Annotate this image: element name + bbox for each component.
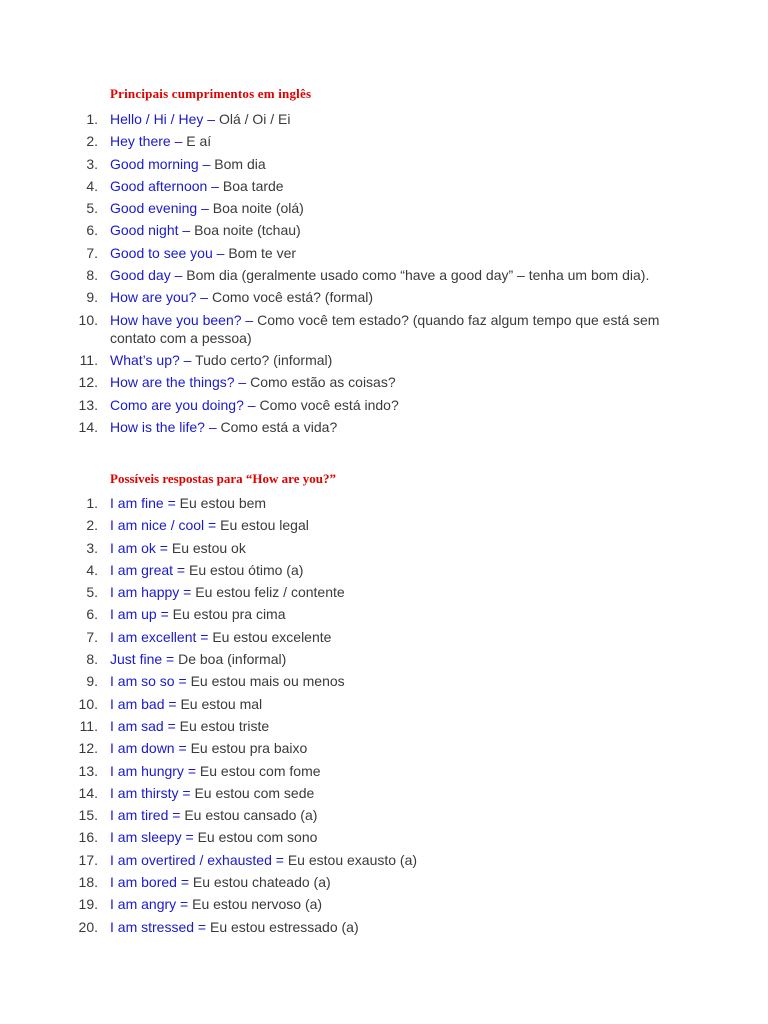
english-phrase: How have you been? xyxy=(110,311,242,328)
english-phrase: Good night xyxy=(110,222,179,239)
english-phrase: I am so so xyxy=(110,673,175,690)
english-phrase: What’s up? xyxy=(110,351,180,368)
portuguese-translation: Eu estou mais ou menos xyxy=(190,673,345,690)
list-number: 13. xyxy=(78,396,98,413)
separator: = xyxy=(162,651,179,668)
english-phrase: I am sad xyxy=(110,717,164,734)
list-item xyxy=(0,806,700,824)
list-number: 17. xyxy=(78,851,98,868)
greetings-list xyxy=(0,110,700,440)
portuguese-translation: Eu estou ótimo (a) xyxy=(189,561,304,578)
separator: = xyxy=(271,851,288,868)
english-phrase: Hello / Hi / Hey xyxy=(110,111,204,127)
list-number: 11. xyxy=(79,717,98,734)
portuguese-translation: Eu estou pra baixo xyxy=(190,740,308,757)
separator: – xyxy=(170,267,187,284)
list-number: 1. xyxy=(86,111,98,127)
english-phrase: Good evening xyxy=(110,200,198,217)
list-number: 5. xyxy=(86,200,98,217)
list-item xyxy=(0,784,700,802)
list-item xyxy=(0,851,700,869)
english-phrase: How is the life? xyxy=(110,418,205,435)
responses-heading: Possíveis respostas para “How are you?” xyxy=(110,471,336,486)
english-phrase: I am thirsty xyxy=(110,784,179,801)
separator: = xyxy=(196,628,213,645)
list-number: 12. xyxy=(78,740,98,757)
separator: – xyxy=(170,133,187,150)
english-phrase: Good day xyxy=(110,267,171,284)
list-number: 2. xyxy=(86,517,98,534)
english-phrase: Just fine xyxy=(110,651,163,668)
separator: = xyxy=(174,673,191,690)
portuguese-translation: Eu estou com fome xyxy=(199,762,321,779)
list-item xyxy=(0,605,700,623)
portuguese-translation: Eu estou com sono xyxy=(197,829,318,846)
separator: = xyxy=(156,606,173,623)
list-number: 15. xyxy=(78,807,98,824)
portuguese-translation: Eu estou pra cima xyxy=(172,606,286,623)
portuguese-translation: De boa (informal) xyxy=(178,651,287,668)
list-item xyxy=(0,418,700,436)
separator: – xyxy=(243,396,260,413)
list-item xyxy=(0,739,700,757)
portuguese-translation: Bom dia (geralmente usado como “have a good day” – tenha um bom dia). xyxy=(186,267,650,284)
list-number: 6. xyxy=(86,222,98,239)
english-phrase: I am bad xyxy=(110,695,165,712)
english-phrase: I am hungry xyxy=(110,762,184,779)
english-phrase: I am nice / cool xyxy=(110,517,205,534)
portuguese-translation: E aí xyxy=(186,133,212,150)
portuguese-translation: Eu estou exausto (a) xyxy=(287,851,418,868)
list-item xyxy=(0,396,700,414)
list-number: 1. xyxy=(86,495,98,511)
separator: = xyxy=(179,584,196,601)
portuguese-translation: Tudo certo? (informal) xyxy=(195,351,333,368)
english-phrase: I am down xyxy=(110,740,175,757)
separator: = xyxy=(194,918,210,935)
list-item xyxy=(0,873,700,891)
responses-list xyxy=(0,494,700,940)
list-item xyxy=(0,650,700,668)
list-item xyxy=(0,244,700,262)
list-item xyxy=(0,895,700,913)
list-number: 12. xyxy=(78,374,98,391)
separator: = xyxy=(155,539,172,556)
list-number: 7. xyxy=(86,628,98,645)
english-phrase: I am up xyxy=(110,606,157,623)
list-number: 9. xyxy=(86,289,98,306)
list-number: 10. xyxy=(78,695,98,712)
portuguese-translation: Eu estou feliz / contente xyxy=(195,584,345,601)
separator: = xyxy=(178,784,195,801)
list-item xyxy=(0,695,700,713)
list-item xyxy=(0,311,700,347)
portuguese-translation: Eu estou estressado (a) xyxy=(210,918,359,935)
separator: – xyxy=(198,155,215,172)
portuguese-translation: Como está a vida? xyxy=(220,418,338,435)
english-phrase: I am stressed xyxy=(110,918,195,935)
list-number: 14. xyxy=(78,784,98,801)
list-item xyxy=(0,628,700,646)
list-number: 8. xyxy=(86,651,98,668)
portuguese-translation: Boa tarde xyxy=(222,177,284,194)
list-number: 9. xyxy=(86,673,98,690)
list-item xyxy=(0,494,700,512)
portuguese-translation: Como estão as coisas? xyxy=(250,374,396,391)
english-phrase: I am ok xyxy=(110,539,156,556)
portuguese-translation: Bom te ver xyxy=(228,244,297,261)
list-item xyxy=(0,288,700,306)
english-phrase: Como are you doing? xyxy=(110,396,244,413)
separator: = xyxy=(181,829,198,846)
list-number: 6. xyxy=(86,606,98,623)
list-item xyxy=(0,762,700,780)
english-phrase: I am sleepy xyxy=(110,829,182,846)
portuguese-translation: Eu estou triste xyxy=(179,717,270,734)
separator: – xyxy=(179,351,196,368)
separator: – xyxy=(196,289,212,306)
list-item xyxy=(0,221,700,239)
list-item xyxy=(0,828,700,846)
separator: – xyxy=(178,222,195,239)
english-phrase: Hey there xyxy=(110,133,171,150)
english-phrase: Good afternoon xyxy=(110,177,208,194)
english-phrase: I am overtired / exhausted xyxy=(110,851,272,868)
list-item xyxy=(0,132,700,150)
portuguese-translation: Olá / Oi / Ei xyxy=(218,111,291,127)
english-phrase: I am angry xyxy=(110,896,177,913)
english-phrase: I am fine xyxy=(110,495,164,511)
separator: = xyxy=(176,896,193,913)
list-number: 8. xyxy=(86,267,98,284)
list-item xyxy=(0,155,700,173)
english-phrase: I am happy xyxy=(110,584,180,601)
list-item xyxy=(0,918,700,936)
list-item xyxy=(0,539,700,557)
list-item xyxy=(0,351,700,369)
portuguese-translation: Eu estou com sede xyxy=(194,784,315,801)
separator: – xyxy=(212,244,229,261)
portuguese-translation: Bom dia xyxy=(214,155,266,172)
list-item xyxy=(0,373,700,391)
separator: – xyxy=(234,374,251,391)
list-number: 5. xyxy=(86,584,98,601)
portuguese-translation: Eu estou cansado (a) xyxy=(184,807,318,824)
english-phrase: I am tired xyxy=(110,807,169,824)
separator: = xyxy=(173,561,189,578)
portuguese-translation: Eu estou legal xyxy=(220,517,309,534)
list-number: 4. xyxy=(86,177,98,194)
list-item xyxy=(0,110,700,128)
separator: – xyxy=(197,200,213,217)
separator: = xyxy=(163,495,180,511)
separator: = xyxy=(183,762,200,779)
english-phrase: Good morning xyxy=(110,155,199,172)
list-number: 3. xyxy=(86,539,98,556)
list-number: 13. xyxy=(78,762,98,779)
list-item xyxy=(0,266,700,284)
list-number: 3. xyxy=(86,155,98,172)
list-number: 2. xyxy=(86,133,98,150)
portuguese-translation: Eu estou excelente xyxy=(212,628,332,645)
separator: = xyxy=(174,740,191,757)
separator: = xyxy=(168,807,185,824)
portuguese-translation: Eu estou chateado (a) xyxy=(192,874,331,891)
portuguese-translation: Como você está indo? xyxy=(259,396,399,413)
list-item xyxy=(0,583,700,601)
list-number: 16. xyxy=(78,829,98,846)
list-item xyxy=(0,561,700,579)
portuguese-translation: Eu estou bem xyxy=(179,495,267,511)
english-phrase: I am bored xyxy=(110,874,177,891)
separator: = xyxy=(176,874,193,891)
list-number: 10. xyxy=(78,311,98,328)
portuguese-translation: Eu estou nervoso (a) xyxy=(192,896,323,913)
list-item xyxy=(0,717,700,735)
portuguese-translation: Como você está? (formal) xyxy=(211,289,374,306)
portuguese-translation: Boa noite (olá) xyxy=(212,200,304,217)
greetings-heading: Principais cumprimentos em inglês xyxy=(110,86,312,101)
list-number: 7. xyxy=(86,244,98,261)
list-item xyxy=(0,177,700,195)
separator: – xyxy=(241,311,258,328)
separator: – xyxy=(203,111,219,127)
separator: = xyxy=(164,695,181,712)
english-phrase: How are the things? xyxy=(110,374,235,391)
portuguese-translation: Eu estou ok xyxy=(171,539,246,556)
separator: = xyxy=(204,517,221,534)
separator: – xyxy=(207,177,223,194)
list-number: 11. xyxy=(79,351,98,368)
list-item xyxy=(0,516,700,534)
english-phrase: Good to see you xyxy=(110,244,213,261)
list-item xyxy=(0,199,700,217)
portuguese-translation: Boa noite (tchau) xyxy=(194,222,301,239)
list-number: 4. xyxy=(86,561,98,578)
separator: – xyxy=(204,418,221,435)
separator: = xyxy=(163,717,180,734)
list-number: 14. xyxy=(78,418,98,435)
list-number: 19. xyxy=(78,896,98,913)
list-number: 20. xyxy=(78,918,98,935)
portuguese-translation: Como você tem estado? (quando faz algum tempo que está sem contato com a pessoa) xyxy=(110,311,660,346)
portuguese-translation: Eu estou mal xyxy=(180,695,263,712)
list-number: 18. xyxy=(78,874,98,891)
list-item xyxy=(0,672,700,690)
english-phrase: I am excellent xyxy=(110,628,197,645)
english-phrase: I am great xyxy=(110,561,174,578)
english-phrase: How are you? xyxy=(110,289,197,306)
